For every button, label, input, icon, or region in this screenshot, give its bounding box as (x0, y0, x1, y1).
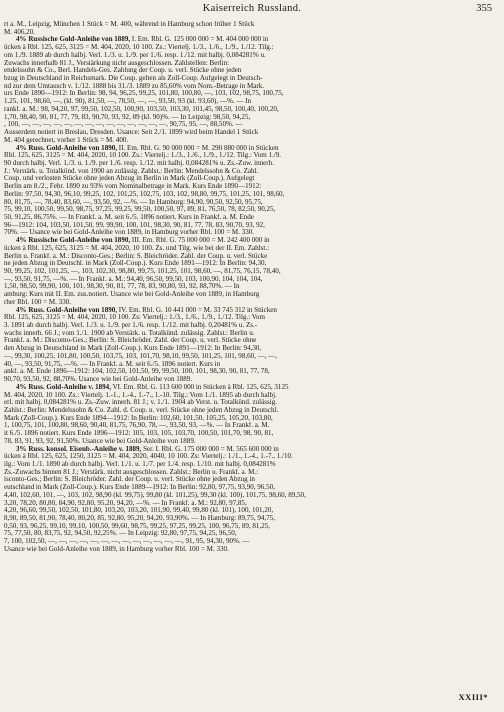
text-line: 90 durch halbj. Verl. 1./3. u. 1./9. per 1./6. resp. 1./12. mit halbj. 0,084281% u. Zs.-Zuw. innerh. (4, 159, 274, 167)
text-line: 4,40, 102,60, 101, —, 103, 102, 98,90 (kl. 99,75), 99,80 (kl. 101,25), 99,30 (kl. 100), 101,75, 98,60, 89,50, (4, 491, 306, 499)
text-line: 4,20, 96,60, 99,50, 102,50, 101,80, 103,20, 103,20, 101,90, 99,40, 99,80 (kl. 101), 100, 101,20, (4, 507, 274, 515)
text-line: 8,90, 89,50, 81,90, 78,40, 80,20, 85, 92,80, 95,20, 94,20, 93,90%. — In Hamburg: 89,75, 94,75, (4, 515, 275, 522)
paragraph (4, 145, 492, 238)
text-line: ne jeden Abzug in Deutschl. in Mark (Zoll-Coup.). Kurs Ende 1891—1912: In Berlin: 94,30, (4, 260, 267, 268)
text-line: Usance wie bei Gold-Anleihe von 1889, in Hamburg vorher Rbl. 100 = M. 330. (4, 545, 229, 553)
text-line: wachs innerh. 66 J.; vom 1./1. 1900 ab Verstärk. u. Totalkünd. zulässig. Zahlst.: Berlin u. (4, 329, 255, 337)
text-line: M. 406,20. (4, 28, 35, 36)
page-number: 355 (476, 3, 492, 14)
text-line: amburg: Kurs mit II. Em. zus.notiert. Usance wie bei Gold-Anleihe von 1889, in Hamburg (4, 291, 260, 299)
text-line: ilg.: Vom 1./1. 1890 ab durch halbj. Verl. 1./1. u. 1./7. per 1./4. resp. 1./10. mit halbj. 0,084281% (4, 460, 276, 468)
text-line: Rbl. 125, 625, 3125 = M. 404, 2020, 10 100. Zs: Viertelj.: 1./3., 1./6., 1./9., 1./12. Tilg.: Vom (4, 314, 265, 322)
text-line: 75, 77,50, 80, 83,75, 92, 94,50, 92,25%. — In Leipzig: 92,80, 97,75, 94,25, 96,50, (4, 530, 237, 538)
text-line: 3. 1891 ab durch halbj. Verl. 1./3. u. 1./9. per 1./6. resp. 1./12. mit halbj. 0,20481% u. Zs.- (4, 322, 258, 330)
text-line: M. 404 gerechnet, vorher 1 Stück = M. 400. (4, 136, 129, 144)
text-line: 4% Russische Gold-Anleihe von 1889, I. Em. Rbl. G. 125 000 000 = M. 404 000 000 in (16, 36, 269, 44)
text-line: 0,50, 93, 96,25, 99,10, 99,10, 100,50, 99,60, 98,75, 99,25, 97,25, 99,25, 100, 96,75, 89, 81,25, (4, 522, 271, 530)
text-line: 7, 100, 102,50, —, —, —, —, —, —, —, —, —, —, —, —, —, 91, 95, 94,30, 90%. — (4, 538, 250, 546)
text-line: den Abzug in Deutschland in Mark (Zoll-Coup.). Kurs Ende 1891—1912: In Berlin: 94,30, (4, 345, 262, 353)
text-line: —, 93,50, 91,75, —%. — In Frankf. a. M.: 94,40, 96,50, 99,50, 103, 100,90, 104, 104, 104, (4, 275, 263, 283)
text-line: rankf. a. M.: 98, 94,20, 97, 99,50, 102,50, 100,90, 103,50, 103,30, 101,45, 98,50, 100,40, 100,20, (4, 105, 279, 113)
text-line: Zs.-Zuwachs binnen 81 J.; Verstärk. nicht ausgeschlossen. Zahlst.: Berlin u. Frankf. a. M.: (4, 468, 259, 476)
paragraph (4, 446, 492, 554)
text-line: 3% Russ. konsol. Eisenb.-Anleihe v. 1889, Ser. I. Rbl. G. 175 000 000 = M. 565 600 000 in (16, 445, 279, 453)
text-line: 4% Russ. Gold-Anleihe v. 1894, VI. Em. Rbl. G. 113 600 000 in Stücken à Rbl. 125, 625, 3125 (16, 383, 289, 391)
text-line: Berlin: 97,50, 94,30, 96,10, 99,25, 102, 101,25, 102,75, 103, 102, 98,80, 99,75, 101,25, 101, 98,60, (4, 190, 285, 198)
text-line: 70%. — Usance wie bei Gold-Anleihe von 1889, in Hamburg vorher Rbl. 100 = M. 330. (4, 229, 255, 237)
text-line: Ausserdem notiert in Breslau, Dresden. Usance: Seit 2./1. 1899 wird beim Handel 1 Stück (4, 129, 259, 137)
text-line: om 1./9. 1889 ab durch halbj. Verl. 1./3. u. 1./9. per 1./6. resp. 1./12. mit halbj. 0,084281% u. (4, 51, 266, 59)
text-line: 1,50, 98,50, 99,90, 100, 101, 98,30, 90, 81, 77, 78, 83, 90,80, 93, 92, 88,70%. — In (4, 283, 240, 291)
text-line: Mark (Zoll-Coup.). Kurs Ende 1894—1912: In Berlin: 102,60, 101,50, 105,25, 105,20, 103,80, (4, 414, 273, 422)
text-line: Zuwachs innerhalb 81 J., Verstärkung nicht ausgeschlossen. Zahlstellen: Berlin: (4, 59, 230, 67)
text-line: rher Rbl. 100 = M. 330. (4, 298, 72, 306)
text-line: erl. mit halbj. 0,084281% u. Zs.-Zuw. innerh. 81 J.; v. 1./1. 1904 ab Verst. u. Totalkünd. zulässig. (4, 399, 277, 407)
text-line: J.: Verstärk. u. Totalkünd. von 1900 an zulässig. Zahlst.: Berlin: Mendelssohn & Co. Zahl. (4, 167, 259, 175)
text-line: ücken à Rbl. 125, 625, 3125 = M. 404, 2020, 10 100. Zs.: Viertelj. 1./3., 1./6., 1./9., 1./12. Tilg.: (4, 44, 274, 52)
text-line: 40, —, 93,50, 91,75, —%. — In Frankf. a. M. seit 6./5. 1896 notiert. Kurs in (4, 360, 221, 368)
text-line: 50, 91,25, 86,75%. — In Frankf. a. M. seit 6./5. 1896 notiert. Kurs in Frankf. a. M. Ende (4, 213, 254, 221)
text-line: —, 99,30, 100,25, 101,80, 100,50, 103,75, 103, 101,70, 98,10, 99,50, 101,25, 101, 98,60, —, —, (4, 352, 278, 360)
text-line: 4% Russische Gold-Anleihe von 1890, III. Em. Rbl. G. 75 000 000 = M. 242 400 000 in (16, 237, 270, 245)
text-line: Coup. und verlosten Stücke ohne jeden Abzug in Berlin in Mark (Zoll-Coup.). Aufgelegt (4, 175, 255, 183)
text-line: endelssohn & Co., Berl. Handels-Ges. Zahlung der Coup. u. verl. Stücke ohne jeden (4, 67, 242, 75)
text-line: 4% Russ. Gold-Anleihe von 1890, IV. Em. Rbl. G. 10 441 000 = M. 33 745 312 in Stücken (16, 306, 277, 314)
text-line: 75, 99,10, 100,50, 99,50, 98,75, 97,25, 99,25, 99,50, 100,50, 97, 89, 81, 76,50, 78, 82,50, 90,25, (4, 206, 276, 214)
text-line: ankf. a. M. Ende 1896—1912: 104, 102,50, 101,50, 99, 99,50, 100, 101, 98,30, 90, 81, 77, 78, (4, 368, 270, 376)
text-line: 1,70, 98,40, 90, 81, 77, 79, 83, 90,70, 93, 92, 89 (kl. 90)%. — In Leipzig: 98,50, 94,25, (4, 113, 251, 121)
running-header (0, 3, 504, 17)
signature-mark: XXIII* (458, 692, 488, 702)
bond-heading: 4% Russische Gold-Anleihe von 1889, (16, 36, 131, 44)
text-line: 1.25, 101, 98,60, —, (kl. 90), 81,50, —, 78,50, —, —, 93,50, 93 (kl. 93,60), —%. — In (4, 98, 252, 106)
text-line: 78, 83, 91, 93, 92, 91,50%. Usance wie bei Gold-Anleihe von 1889. (4, 437, 196, 445)
text-line: 80, 81,75, —, 78,40, 83,60, —, 93,50, 92, —%. — In Hamburg: 94,90, 90,50, 92,50, 95,75, (4, 198, 263, 206)
paragraph (4, 384, 492, 446)
text-line: urs Ende 1890—1912: In Berlin: 98, 94, 96,25, 99,25, 101,80, 100,80, —, 103, 102, 98,75, 100,75, (4, 90, 284, 98)
text-line: Zahlst.: Berlin: Mendelssohn & Co. Zahl. d. Coup. u. verl. Stücke ohne jeden Abzug in Deutschl. (4, 406, 279, 414)
text-line: , 100, —, —, —, —, —, —, —, —, —, —, —, —, —, —, 90,75, 95, —, 88,50%. — (4, 121, 243, 129)
text-line: bzug in Deutschland in Reichsmark. Die Coup. gelten als Zoll-Coup. Aufgelegt in Deutsch- (4, 75, 263, 83)
text-line: rt a. M., Leipzig, München 1 Stück = M. 400, während in Hamburg schon früher 1 Stück (4, 21, 255, 28)
paragraph (4, 36, 492, 144)
text-line: nd zur dem Umtausch v. 1./12. 1888 bis 31./3. 1889 zu 85,60% vom Nom.-Betrage in Mark. (4, 82, 265, 90)
text-line: M. 404, 2020, 10 100. Zs.: Viertelj. 1.-1., 1.-4., 1.-7., 1.-10. Tilg.: Vom 1./1. 1895 ab durch halbj. (4, 391, 277, 399)
text-line: ücken à Rbl. 125, 625, 3125 = M. 404, 2020, 10 100. Zs. und Tilg. wie bei der II. Em. Zahlst.: (4, 244, 270, 252)
bond-heading: 4% Russ. Gold-Anleihe v. 1894, (16, 383, 111, 391)
bond-heading: 4% Russische Gold-Anleihe von 1890, (16, 237, 131, 245)
bond-heading: 4% Russ. Gold-Anleihe von 1890, (16, 306, 118, 314)
text-line: 1, 100,75, 101, 100,80, 98,60, 90,40, 81,75, 76,90, 78, —, 93,50, 93, —%. — In Frankf. a. M. (4, 422, 270, 430)
text-line: Rbl. 125, 625, 3125 = M. 404, 2020, 10 100. Zs.: Viertelj.: 1./3., 1./6., 1./9., 1./12. Tilg.: Vom 1./9. (4, 152, 282, 160)
bond-heading: 3% Russ. konsol. Eisenb.-Anleihe v. 1889, (16, 445, 142, 453)
text-line: 4% Russ. Gold-Anleihe von 1890, II. Em. Rbl. G. 90 000 000 = M. 290 880 000 in Stücken (16, 144, 279, 152)
paragraph (4, 237, 492, 306)
text-line: isconto-Ges.; Berlin: S. Bleichröder. Zahl. der Coup. u. verl. Stücke ohne jeden Abzug in (4, 476, 255, 484)
paragraph (4, 307, 492, 384)
text-line: it 6./5. 1896 notiert. Kurs Ende 1896—1912: 105, 103, 105, 103,70, 100,50, 101,70, 98, 90, 81, (4, 430, 274, 438)
bond-heading: 4% Russ. Gold-Anleihe von 1890, (16, 144, 118, 152)
text-line: Berlin u. Frankf. a. M.: Disconto-Ges.; Berlin: S. Bleichröder. Zahl. der Coup. u. verl. Stücke (4, 252, 268, 260)
text-line: 96—1912: 104, 103,50, 101,50, 99, 99,90, 100, 101, 98,30, 90, 81, 77, 78, 83, 90,70, 93, 92, (4, 221, 265, 229)
paragraph (4, 21, 492, 36)
text-line: 90, 99,25, 102, 101,25, —, 103, 102,30, 98,80, 99,75, 101,25, 101, 98,60, —, 81,75, 76,15, 78,40, (4, 268, 281, 275)
text-line: 90,70, 93,50, 92, 88,70%. Usance wie bei Gold-Anleihe von 1889. (4, 376, 193, 384)
text-line: 3,20, 78,20, 80,80, 84,90, 92,80, 95,20, 94,20, —%. — In Frankf. a. M.: 92,80, 97,85, (4, 499, 247, 507)
text-line: Berlin am 8./2., Febr. 1890 zu 93% vom Nominalbetrage in Mark. Kurs Ende 1890—1912: (4, 183, 262, 191)
running-title: Kaiserreich Russland. (202, 3, 302, 14)
text-line: ücken à Rbl. 125, 625, 1250, 3125 = M. 404, 2020, 4040, 10 100. Zs: Viertelj.: 1./1., 1.-4., 1.-7., 1./10. (4, 453, 293, 461)
text-line: Frankf. a. M.: Disconto-Ges.; Berlin: S. Bleichröder. Zahl. der Coup. u. verl. Stücke ohne (4, 337, 257, 345)
text-line: eutschland in Mark (Zoll-Coup.). Kurs Ende 1889—1912: In Berlin: 92,80, 97,75, 93,90, 96,50, (4, 484, 275, 492)
body-text (4, 21, 492, 554)
